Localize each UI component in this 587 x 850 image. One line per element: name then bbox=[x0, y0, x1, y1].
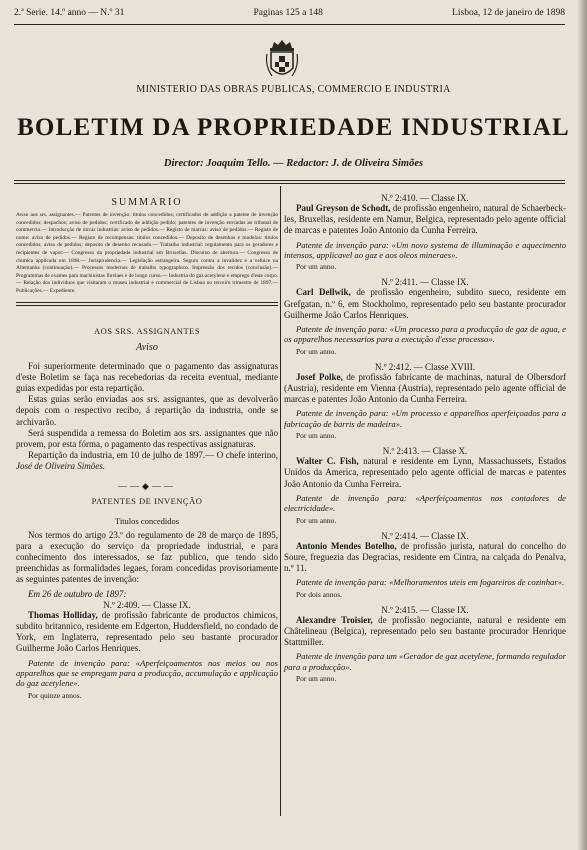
header-rule bbox=[14, 24, 565, 25]
holder-details: de profissão fabricante de machinas, natural de Olbersdorf (Austria), residente em Vienna (Austria), representado pelo agente official de marcas e patentes João Antonio da Cunha Ferreira. bbox=[284, 371, 566, 405]
entry-body bbox=[284, 203, 566, 237]
holder-details: de profissão engenheiro, natural de Schaerbeck-les, Bruxellas, residente em Namur, Belgica, representado pelo agente official de marcas e patentes João Antonio da Cunha Ferreira. bbox=[284, 203, 566, 236]
entry-body bbox=[284, 615, 566, 649]
patent-entry bbox=[16, 600, 278, 700]
holder-name: Antonio Mendes Botelho, bbox=[296, 540, 397, 551]
summary-heading: SUMMARIO bbox=[111, 197, 183, 208]
patent-duration: Por dois annos. bbox=[296, 589, 343, 599]
patent-entry bbox=[284, 362, 566, 440]
patent-title: Patente de invenção para: «Um processo e apparelhos aperfeiçoados para a fabricação de barris de madeira». bbox=[284, 408, 566, 429]
closing-text: Repartição da industria, em 10 de julho de 1897.— O chefe interino, bbox=[28, 450, 278, 461]
patents-intro: Nos termos do artigo 23.º do regulamento de 28 de março de 1895, para a execução do serviço da propriedade industrial, e para conhecimento dos interessados, se faz publico, que tendo sido preenchidas as formalidades legaes, foram concedidas provisoriamente as seguintes patentes de invenção: bbox=[16, 529, 278, 585]
patent-title: Patente de invenção para: «Melhoramentos uteis em fogareiros de cozinhar». bbox=[296, 577, 565, 588]
coat-of-arms-icon bbox=[264, 38, 300, 82]
patent-entry bbox=[284, 277, 566, 355]
masthead-rule-1 bbox=[14, 180, 565, 181]
notice-paragraph: Será suspendida a remessa do Boletim aos srs. assignantes que não provem, por esta fórma, o pagamento das respectivas assignaturas. bbox=[16, 427, 278, 449]
patent-duration: Por um anno. bbox=[296, 515, 337, 525]
entry-number: N.º 2:409. — Classe IX. bbox=[103, 599, 191, 610]
patent-duration: Por um anno. bbox=[296, 431, 337, 441]
running-header bbox=[14, 8, 565, 18]
patent-title: Patente de invenção para: «Um processo para a producção de gaz de agua, e os apparelhos necessarios para a execução d'esse processo». bbox=[284, 324, 566, 345]
holder-name: Walter C. Fish, bbox=[296, 456, 359, 467]
holder-name: Carl Dellwik, bbox=[296, 287, 351, 298]
signature: José de Oliveira Simões. bbox=[16, 461, 105, 472]
patent-title: Patente de invenção para: «Aperfeiçoamentos nos contadores de electricidade». bbox=[284, 492, 566, 514]
patent-entry bbox=[284, 446, 566, 524]
patent-entry bbox=[284, 605, 566, 683]
patent-title: Patente de invenção para: «Um novo systema de illuminação e aquecimento intensos, applicavel ao gaz e aos oleos mineraes». bbox=[284, 239, 566, 261]
notice-paragraph: Estas guias serão enviadas aos srs. assignantes, que as devolverão depois com o respectivo recibo, á repartição da industria, onde se archivarão. bbox=[16, 394, 278, 427]
editorial-credits: Director: Joaquim Tello. — Redactor: J. de Oliveira Simões bbox=[163, 158, 424, 169]
notice-subheading: Aviso bbox=[136, 341, 158, 353]
patents-subheading: Titulos concedidos bbox=[114, 515, 180, 526]
issue-info: 2.ª Serie. 14.º anno — N.º 31 bbox=[14, 8, 125, 18]
entry-number: N.º 2:414. — Classe IX. bbox=[381, 530, 469, 541]
grant-date: Em 26 de outubro de 1897: bbox=[28, 588, 127, 599]
masthead-rule-2 bbox=[14, 183, 565, 184]
holder-details: de profissão engenheiro, subdito sueco, residente em Grefgatan, n.º 6, em Stockholmo, representado pelo seu bastante procurador Guilherme João Carlos Henriques. bbox=[284, 287, 567, 320]
patent-entry bbox=[284, 193, 566, 271]
holder-name: Thomas Holliday, bbox=[28, 609, 98, 620]
notice-closing bbox=[16, 450, 278, 472]
entry-number: N.º 2:415. — Classe IX. bbox=[381, 604, 469, 615]
section-rule bbox=[16, 302, 278, 306]
entry-body bbox=[284, 541, 566, 575]
flourish-divider: ——◆—— bbox=[118, 480, 176, 491]
summary-text: Aviso aos srs. assignantes.— Patentes de invenção: titulos concedidos; certificados de addição a patente de invenção concedidos; despachos; aviso de pedidos; certificado de addição pedido; patentes de invenção enviadas ao tribunal de commercio.— Introducção de novas industrias: aviso de pedidos.— Registo de marcas: aviso de pedidos.— Registo de nome: aviso de pedidos.— Registo de recompensas: titulos concedidos.— Deposito de desenhos e modelos: titulos concedidos; aviso de pedidos; deposito de desenho recusado.— Trabalho industrial: regulamento para os geradores e recipientes de vapor.— Congresso da propriedade industrial em Bruxellas. Discurso de abertura.— Congresso de chimica applicada em 1898.— Jurisprudencia.— Legislação estrangeira. Seguro contra a invalidez e a velhice na Allemanha (continuação).— Processos modernos de trabalho typographico. Impressão dos tecidos (conclusão).— Programmas de exames para machinistas fluviaes e de longo curso.— Industria do gaz acetylene e emprego d'este corpo.— Relação dos individuos que visitaram o museu industrial e commercial de Lisboa no terceiro trimestre de 1897.— Publicações.— Expediente. bbox=[16, 212, 278, 294]
ministry-name: MINISTERIO DAS OBRAS PUBLICAS, COMMERCIO E INDUSTRIA bbox=[136, 84, 451, 95]
holder-details: de profissão negociante, natural e residente em Châtelineau (Belgica), representado pelo seu bastante procurador Henrique Stattmiller. bbox=[284, 614, 566, 648]
entry-body bbox=[16, 610, 278, 655]
notice-heading: AOS SRS. ASSIGNANTES bbox=[93, 325, 201, 336]
holder-name: Alexandre Troisier, bbox=[296, 614, 373, 625]
entry-body bbox=[284, 287, 566, 321]
holder-name: Paul Greyson de Schodt, bbox=[296, 203, 391, 213]
publication-title: BOLETIM DA PROPRIEDADE INDUSTRIAL bbox=[17, 114, 570, 141]
patent-entry bbox=[284, 531, 566, 599]
entry-body bbox=[284, 456, 566, 490]
patent-duration: Por um anno. bbox=[296, 346, 337, 356]
patent-duration: Por um anno. bbox=[296, 262, 337, 272]
entry-number: N.º 2:410. — Classe IX. bbox=[381, 193, 469, 203]
patents-heading: PATENTES DE INVENÇÃO bbox=[91, 495, 203, 506]
holder-name: Josef Polke, bbox=[296, 371, 343, 382]
left-column bbox=[16, 193, 278, 706]
patent-title: Patente de invenção para: «Aperfeiçoamentos nos meios ou nos apparelhos que se empregam para a producção, accumulação e applicação do gaz acetylene». bbox=[16, 657, 278, 689]
page-range: Paginas 125 a 148 bbox=[253, 8, 323, 18]
page-edge-shadow bbox=[577, 0, 587, 850]
patent-duration: Por um anno. bbox=[296, 674, 337, 684]
patents-intro-block bbox=[16, 530, 278, 600]
patent-title: Patente de invenção para um «Gerador de gaz acetylene, formando regulador para a producção». bbox=[284, 651, 566, 672]
entry-number: N.º 2:411. — Classe IX. bbox=[381, 277, 469, 288]
holder-details: de profissão jurista, natural do concelho do Soure, freguezia das Degracias, residente em Cintra, na calçada do Penalva, n.º 11. bbox=[284, 540, 566, 574]
issue-date: Lisboa, 12 de janeiro de 1898 bbox=[452, 8, 565, 18]
column-divider bbox=[280, 186, 281, 816]
patent-duration: Por quinze annos. bbox=[28, 690, 82, 700]
holder-details: natural e residente em Lynn, Massachussets, Estados Unidos da America, representado pelo agente official de marcas e patentes João Antonio da Cunha Ferreira. bbox=[284, 456, 566, 489]
notice-paragraph: Foi superiormente determinado que o pagamento das assignaturas d'este Boletim se faça nas recebedorias da receita eventual, mediante guias expedidas por esta repartição. bbox=[16, 360, 278, 393]
entry-number: N.º 2:413. — Classe X. bbox=[382, 446, 468, 457]
entry-number: N.º 2:412. — Classe XVIII. bbox=[374, 361, 476, 372]
holder-details: de profissão fabricante de productos chimicos, subdito britannico, residente em Edgerton, Huddersfield, no condado de York, em Inglaterra, representado pelo seu bastante procurador Guilherme João Carlos Henriques. bbox=[16, 609, 278, 654]
notice-body bbox=[16, 361, 278, 473]
entry-body bbox=[284, 372, 566, 406]
right-column bbox=[284, 193, 566, 689]
